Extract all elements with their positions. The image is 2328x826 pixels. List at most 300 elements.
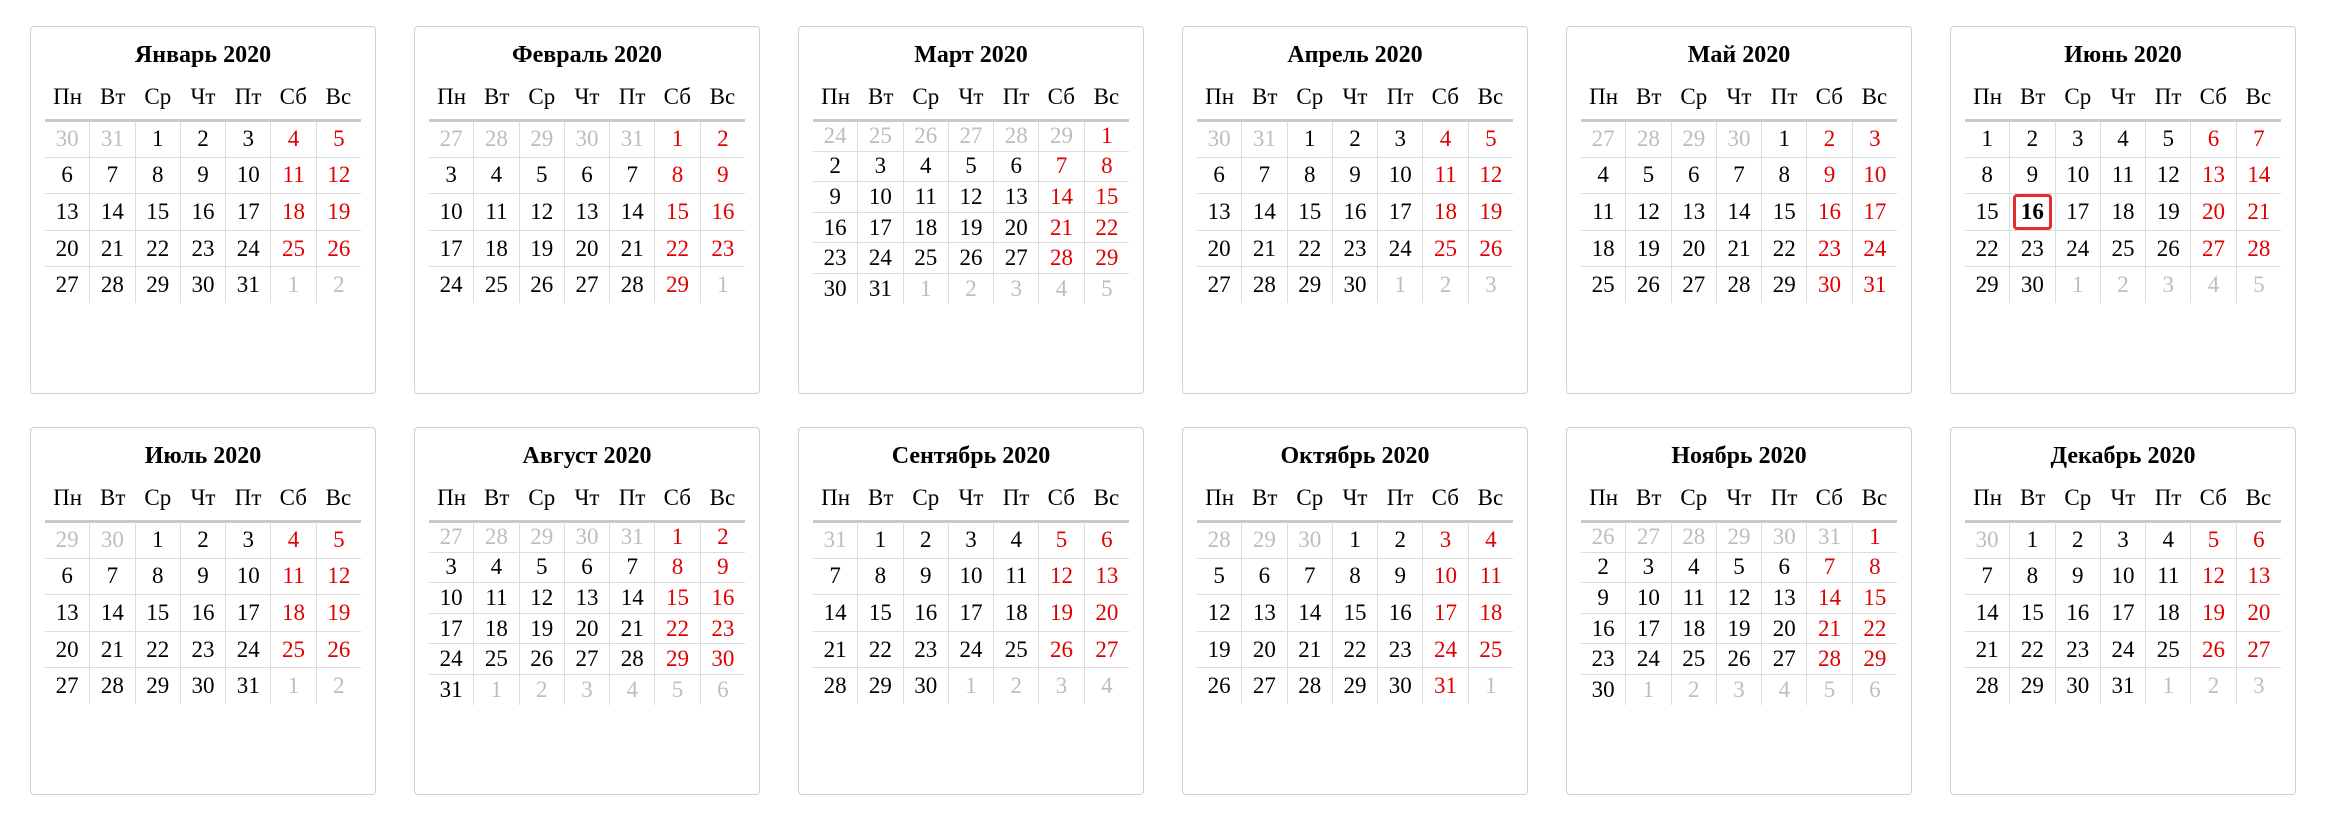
day-cell[interactable]	[45, 158, 90, 194]
day-cell[interactable]	[2101, 194, 2146, 230]
day-cell[interactable]	[474, 158, 519, 194]
day-cell[interactable]	[1469, 595, 1513, 631]
day-cell[interactable]	[1288, 121, 1333, 157]
day-cell[interactable]	[1469, 231, 1513, 267]
day-cell[interactable]	[610, 267, 655, 303]
day-cell[interactable]	[1717, 675, 1762, 705]
day-cell[interactable]	[1423, 231, 1468, 267]
day-cell[interactable]	[1672, 553, 1717, 583]
day-cell[interactable]	[1581, 267, 1626, 303]
day-cell[interactable]	[1197, 267, 1242, 303]
day-cell[interactable]	[45, 668, 90, 704]
day-cell[interactable]	[271, 194, 316, 230]
day-cell[interactable]	[701, 121, 745, 157]
day-cell[interactable]	[994, 213, 1039, 243]
day-cell[interactable]	[1197, 231, 1242, 267]
day-cell[interactable]	[565, 553, 610, 583]
day-cell[interactable]	[1807, 553, 1852, 583]
day-cell[interactable]	[90, 632, 135, 668]
day-cell[interactable]	[949, 243, 994, 273]
day-cell[interactable]	[1378, 267, 1423, 303]
day-cell[interactable]	[317, 231, 361, 267]
day-cell[interactable]	[2056, 522, 2101, 558]
day-cell[interactable]	[904, 595, 949, 631]
day-cell[interactable]	[520, 158, 565, 194]
day-cell[interactable]	[1197, 194, 1242, 230]
day-cell[interactable]	[1333, 267, 1378, 303]
day-cell[interactable]	[2237, 522, 2281, 558]
day-cell[interactable]	[994, 632, 1039, 668]
day-cell[interactable]	[181, 522, 226, 558]
day-cell[interactable]	[2056, 632, 2101, 668]
day-cell[interactable]	[1807, 522, 1852, 552]
day-cell[interactable]	[1965, 559, 2010, 595]
day-cell[interactable]	[813, 632, 858, 668]
day-cell[interactable]	[1581, 121, 1626, 157]
day-cell[interactable]	[226, 632, 271, 668]
day-cell[interactable]	[1717, 121, 1762, 157]
day-cell[interactable]	[2056, 559, 2101, 595]
day-cell[interactable]	[1085, 522, 1129, 558]
day-cell[interactable]	[2146, 632, 2191, 668]
day-cell[interactable]	[1807, 644, 1852, 674]
day-cell[interactable]	[1853, 522, 1897, 552]
day-cell[interactable]	[226, 121, 271, 157]
day-cell[interactable]	[474, 231, 519, 267]
day-cell[interactable]	[610, 121, 655, 157]
day-cell[interactable]	[520, 614, 565, 644]
day-cell[interactable]	[45, 595, 90, 631]
day-cell[interactable]	[655, 194, 700, 230]
day-cell[interactable]	[565, 614, 610, 644]
day-cell[interactable]	[1242, 559, 1287, 595]
day-cell[interactable]	[271, 267, 316, 303]
day-cell[interactable]	[1085, 668, 1129, 704]
day-cell[interactable]	[994, 274, 1039, 304]
day-cell[interactable]	[1085, 243, 1129, 273]
day-cell[interactable]	[904, 559, 949, 595]
day-cell[interactable]	[1626, 231, 1671, 267]
day-cell[interactable]	[858, 152, 903, 182]
day-cell[interactable]	[429, 522, 474, 552]
day-cell[interactable]	[1672, 231, 1717, 267]
day-cell[interactable]	[1333, 595, 1378, 631]
day-cell[interactable]	[949, 632, 994, 668]
day-cell[interactable]	[701, 194, 745, 230]
day-cell[interactable]	[1242, 267, 1287, 303]
day-cell[interactable]	[610, 644, 655, 674]
day-cell[interactable]	[1039, 121, 1084, 151]
day-cell[interactable]	[2237, 121, 2281, 157]
day-cell[interactable]	[90, 559, 135, 595]
day-cell[interactable]	[610, 158, 655, 194]
day-cell[interactable]	[813, 182, 858, 212]
day-cell[interactable]	[1242, 231, 1287, 267]
day-cell[interactable]	[1378, 668, 1423, 704]
day-cell[interactable]	[858, 559, 903, 595]
day-cell[interactable]	[1469, 121, 1513, 157]
day-cell[interactable]	[271, 121, 316, 157]
day-cell[interactable]	[2056, 121, 2101, 157]
day-cell[interactable]	[858, 121, 903, 151]
day-cell[interactable]	[2191, 231, 2236, 267]
day-cell[interactable]	[1039, 522, 1084, 558]
day-cell[interactable]	[1333, 121, 1378, 157]
day-cell[interactable]	[2191, 194, 2236, 230]
day-cell[interactable]	[1965, 668, 2010, 704]
day-cell[interactable]	[610, 231, 655, 267]
day-cell[interactable]	[474, 553, 519, 583]
day-cell[interactable]	[858, 522, 903, 558]
day-cell[interactable]	[1717, 158, 1762, 194]
day-cell[interactable]	[181, 231, 226, 267]
day-cell[interactable]	[2146, 267, 2191, 303]
day-cell[interactable]	[1039, 668, 1084, 704]
day-cell[interactable]	[701, 158, 745, 194]
day-cell[interactable]	[1762, 675, 1807, 705]
day-cell[interactable]	[1288, 158, 1333, 194]
day-cell[interactable]	[1762, 644, 1807, 674]
day-cell[interactable]	[1581, 614, 1626, 644]
today-day-cell[interactable]	[2010, 194, 2055, 230]
day-cell[interactable]	[474, 583, 519, 613]
day-cell[interactable]	[429, 231, 474, 267]
day-cell[interactable]	[90, 595, 135, 631]
day-cell[interactable]	[1333, 522, 1378, 558]
day-cell[interactable]	[1423, 668, 1468, 704]
day-cell[interactable]	[1717, 614, 1762, 644]
day-cell[interactable]	[317, 267, 361, 303]
day-cell[interactable]	[271, 158, 316, 194]
day-cell[interactable]	[1378, 632, 1423, 668]
day-cell[interactable]	[2056, 595, 2101, 631]
day-cell[interactable]	[701, 267, 745, 303]
day-cell[interactable]	[994, 152, 1039, 182]
day-cell[interactable]	[2010, 595, 2055, 631]
day-cell[interactable]	[2101, 158, 2146, 194]
day-cell[interactable]	[2056, 231, 2101, 267]
day-cell[interactable]	[1717, 644, 1762, 674]
day-cell[interactable]	[136, 668, 181, 704]
day-cell[interactable]	[1197, 595, 1242, 631]
day-cell[interactable]	[317, 522, 361, 558]
day-cell[interactable]	[904, 152, 949, 182]
day-cell[interactable]	[1039, 274, 1084, 304]
day-cell[interactable]	[1197, 668, 1242, 704]
day-cell[interactable]	[1469, 559, 1513, 595]
day-cell[interactable]	[474, 522, 519, 552]
day-cell[interactable]	[565, 121, 610, 157]
day-cell[interactable]	[1242, 632, 1287, 668]
day-cell[interactable]	[1378, 158, 1423, 194]
day-cell[interactable]	[1469, 522, 1513, 558]
day-cell[interactable]	[2056, 158, 2101, 194]
day-cell[interactable]	[226, 595, 271, 631]
day-cell[interactable]	[1672, 644, 1717, 674]
day-cell[interactable]	[1762, 158, 1807, 194]
day-cell[interactable]	[701, 644, 745, 674]
day-cell[interactable]	[136, 121, 181, 157]
day-cell[interactable]	[1085, 213, 1129, 243]
day-cell[interactable]	[1717, 194, 1762, 230]
day-cell[interactable]	[2146, 668, 2191, 704]
day-cell[interactable]	[565, 583, 610, 613]
day-cell[interactable]	[1717, 231, 1762, 267]
day-cell[interactable]	[1288, 267, 1333, 303]
day-cell[interactable]	[1288, 559, 1333, 595]
day-cell[interactable]	[2056, 668, 2101, 704]
day-cell[interactable]	[1853, 194, 1897, 230]
day-cell[interactable]	[610, 614, 655, 644]
day-cell[interactable]	[1807, 675, 1852, 705]
day-cell[interactable]	[1333, 668, 1378, 704]
day-cell[interactable]	[429, 644, 474, 674]
day-cell[interactable]	[1423, 632, 1468, 668]
day-cell[interactable]	[226, 158, 271, 194]
day-cell[interactable]	[474, 267, 519, 303]
day-cell[interactable]	[1762, 553, 1807, 583]
day-cell[interactable]	[2237, 231, 2281, 267]
day-cell[interactable]	[226, 668, 271, 704]
day-cell[interactable]	[1853, 231, 1897, 267]
day-cell[interactable]	[1378, 121, 1423, 157]
day-cell[interactable]	[1672, 522, 1717, 552]
day-cell[interactable]	[1965, 632, 2010, 668]
day-cell[interactable]	[655, 231, 700, 267]
day-cell[interactable]	[181, 158, 226, 194]
day-cell[interactable]	[2146, 231, 2191, 267]
day-cell[interactable]	[1807, 267, 1852, 303]
day-cell[interactable]	[565, 231, 610, 267]
day-cell[interactable]	[1853, 553, 1897, 583]
day-cell[interactable]	[90, 668, 135, 704]
day-cell[interactable]	[1085, 182, 1129, 212]
day-cell[interactable]	[226, 267, 271, 303]
day-cell[interactable]	[2146, 194, 2191, 230]
day-cell[interactable]	[1469, 194, 1513, 230]
day-cell[interactable]	[1807, 194, 1852, 230]
day-cell[interactable]	[2191, 267, 2236, 303]
day-cell[interactable]	[2010, 559, 2055, 595]
day-cell[interactable]	[904, 668, 949, 704]
day-cell[interactable]	[565, 158, 610, 194]
day-cell[interactable]	[2056, 267, 2101, 303]
day-cell[interactable]	[45, 231, 90, 267]
day-cell[interactable]	[1423, 595, 1468, 631]
day-cell[interactable]	[520, 121, 565, 157]
day-cell[interactable]	[813, 213, 858, 243]
day-cell[interactable]	[1039, 559, 1084, 595]
day-cell[interactable]	[1288, 194, 1333, 230]
day-cell[interactable]	[2010, 158, 2055, 194]
day-cell[interactable]	[813, 668, 858, 704]
day-cell[interactable]	[226, 194, 271, 230]
day-cell[interactable]	[1242, 522, 1287, 558]
day-cell[interactable]	[610, 675, 655, 705]
day-cell[interactable]	[1717, 553, 1762, 583]
day-cell[interactable]	[1039, 595, 1084, 631]
day-cell[interactable]	[949, 182, 994, 212]
day-cell[interactable]	[2010, 522, 2055, 558]
day-cell[interactable]	[858, 668, 903, 704]
day-cell[interactable]	[1288, 595, 1333, 631]
day-cell[interactable]	[994, 121, 1039, 151]
day-cell[interactable]	[1717, 522, 1762, 552]
day-cell[interactable]	[429, 267, 474, 303]
day-cell[interactable]	[1039, 182, 1084, 212]
day-cell[interactable]	[655, 522, 700, 552]
day-cell[interactable]	[1965, 595, 2010, 631]
day-cell[interactable]	[1762, 614, 1807, 644]
day-cell[interactable]	[136, 632, 181, 668]
day-cell[interactable]	[2101, 231, 2146, 267]
day-cell[interactable]	[317, 668, 361, 704]
day-cell[interactable]	[904, 274, 949, 304]
day-cell[interactable]	[1581, 158, 1626, 194]
day-cell[interactable]	[429, 194, 474, 230]
day-cell[interactable]	[1853, 267, 1897, 303]
day-cell[interactable]	[2146, 559, 2191, 595]
day-cell[interactable]	[1333, 559, 1378, 595]
day-cell[interactable]	[1626, 583, 1671, 613]
day-cell[interactable]	[2010, 668, 2055, 704]
day-cell[interactable]	[317, 121, 361, 157]
day-cell[interactable]	[1423, 559, 1468, 595]
day-cell[interactable]	[610, 553, 655, 583]
day-cell[interactable]	[1039, 152, 1084, 182]
day-cell[interactable]	[813, 595, 858, 631]
day-cell[interactable]	[90, 121, 135, 157]
day-cell[interactable]	[949, 595, 994, 631]
day-cell[interactable]	[520, 522, 565, 552]
day-cell[interactable]	[520, 675, 565, 705]
day-cell[interactable]	[904, 243, 949, 273]
day-cell[interactable]	[1626, 522, 1671, 552]
day-cell[interactable]	[429, 158, 474, 194]
day-cell[interactable]	[1333, 158, 1378, 194]
day-cell[interactable]	[904, 121, 949, 151]
day-cell[interactable]	[701, 583, 745, 613]
day-cell[interactable]	[1853, 614, 1897, 644]
day-cell[interactable]	[1378, 559, 1423, 595]
day-cell[interactable]	[2101, 522, 2146, 558]
day-cell[interactable]	[136, 231, 181, 267]
day-cell[interactable]	[1288, 231, 1333, 267]
day-cell[interactable]	[1039, 243, 1084, 273]
day-cell[interactable]	[813, 121, 858, 151]
day-cell[interactable]	[181, 668, 226, 704]
day-cell[interactable]	[1965, 267, 2010, 303]
day-cell[interactable]	[226, 231, 271, 267]
day-cell[interactable]	[2010, 632, 2055, 668]
day-cell[interactable]	[858, 243, 903, 273]
day-cell[interactable]	[1469, 668, 1513, 704]
day-cell[interactable]	[2101, 668, 2146, 704]
day-cell[interactable]	[1965, 194, 2010, 230]
day-cell[interactable]	[1672, 675, 1717, 705]
day-cell[interactable]	[520, 644, 565, 674]
day-cell[interactable]	[1333, 632, 1378, 668]
day-cell[interactable]	[2237, 632, 2281, 668]
day-cell[interactable]	[520, 231, 565, 267]
day-cell[interactable]	[45, 522, 90, 558]
day-cell[interactable]	[1085, 152, 1129, 182]
day-cell[interactable]	[1965, 522, 2010, 558]
day-cell[interactable]	[1581, 553, 1626, 583]
day-cell[interactable]	[565, 675, 610, 705]
day-cell[interactable]	[1288, 668, 1333, 704]
day-cell[interactable]	[565, 644, 610, 674]
day-cell[interactable]	[136, 158, 181, 194]
day-cell[interactable]	[45, 121, 90, 157]
day-cell[interactable]	[1197, 121, 1242, 157]
day-cell[interactable]	[701, 553, 745, 583]
day-cell[interactable]	[45, 559, 90, 595]
day-cell[interactable]	[2237, 559, 2281, 595]
day-cell[interactable]	[994, 243, 1039, 273]
day-cell[interactable]	[1965, 158, 2010, 194]
day-cell[interactable]	[90, 522, 135, 558]
day-cell[interactable]	[317, 158, 361, 194]
day-cell[interactable]	[429, 675, 474, 705]
day-cell[interactable]	[994, 182, 1039, 212]
day-cell[interactable]	[1085, 595, 1129, 631]
day-cell[interactable]	[701, 675, 745, 705]
day-cell[interactable]	[701, 614, 745, 644]
day-cell[interactable]	[1242, 668, 1287, 704]
day-cell[interactable]	[1378, 194, 1423, 230]
day-cell[interactable]	[181, 632, 226, 668]
day-cell[interactable]	[520, 194, 565, 230]
day-cell[interactable]	[1333, 194, 1378, 230]
day-cell[interactable]	[1469, 267, 1513, 303]
day-cell[interactable]	[474, 194, 519, 230]
day-cell[interactable]	[904, 522, 949, 558]
day-cell[interactable]	[45, 632, 90, 668]
day-cell[interactable]	[1717, 267, 1762, 303]
day-cell[interactable]	[317, 632, 361, 668]
day-cell[interactable]	[1672, 583, 1717, 613]
day-cell[interactable]	[45, 194, 90, 230]
day-cell[interactable]	[2010, 267, 2055, 303]
day-cell[interactable]	[181, 121, 226, 157]
day-cell[interactable]	[181, 595, 226, 631]
day-cell[interactable]	[474, 121, 519, 157]
day-cell[interactable]	[1469, 632, 1513, 668]
day-cell[interactable]	[1581, 644, 1626, 674]
day-cell[interactable]	[271, 595, 316, 631]
day-cell[interactable]	[1853, 675, 1897, 705]
day-cell[interactable]	[317, 559, 361, 595]
day-cell[interactable]	[2191, 522, 2236, 558]
day-cell[interactable]	[2146, 158, 2191, 194]
day-cell[interactable]	[474, 675, 519, 705]
day-cell[interactable]	[655, 583, 700, 613]
day-cell[interactable]	[317, 194, 361, 230]
day-cell[interactable]	[994, 668, 1039, 704]
day-cell[interactable]	[429, 583, 474, 613]
day-cell[interactable]	[136, 522, 181, 558]
day-cell[interactable]	[949, 213, 994, 243]
day-cell[interactable]	[1242, 595, 1287, 631]
day-cell[interactable]	[949, 121, 994, 151]
day-cell[interactable]	[226, 559, 271, 595]
day-cell[interactable]	[813, 274, 858, 304]
day-cell[interactable]	[1242, 194, 1287, 230]
day-cell[interactable]	[1626, 267, 1671, 303]
day-cell[interactable]	[701, 522, 745, 552]
day-cell[interactable]	[1853, 158, 1897, 194]
